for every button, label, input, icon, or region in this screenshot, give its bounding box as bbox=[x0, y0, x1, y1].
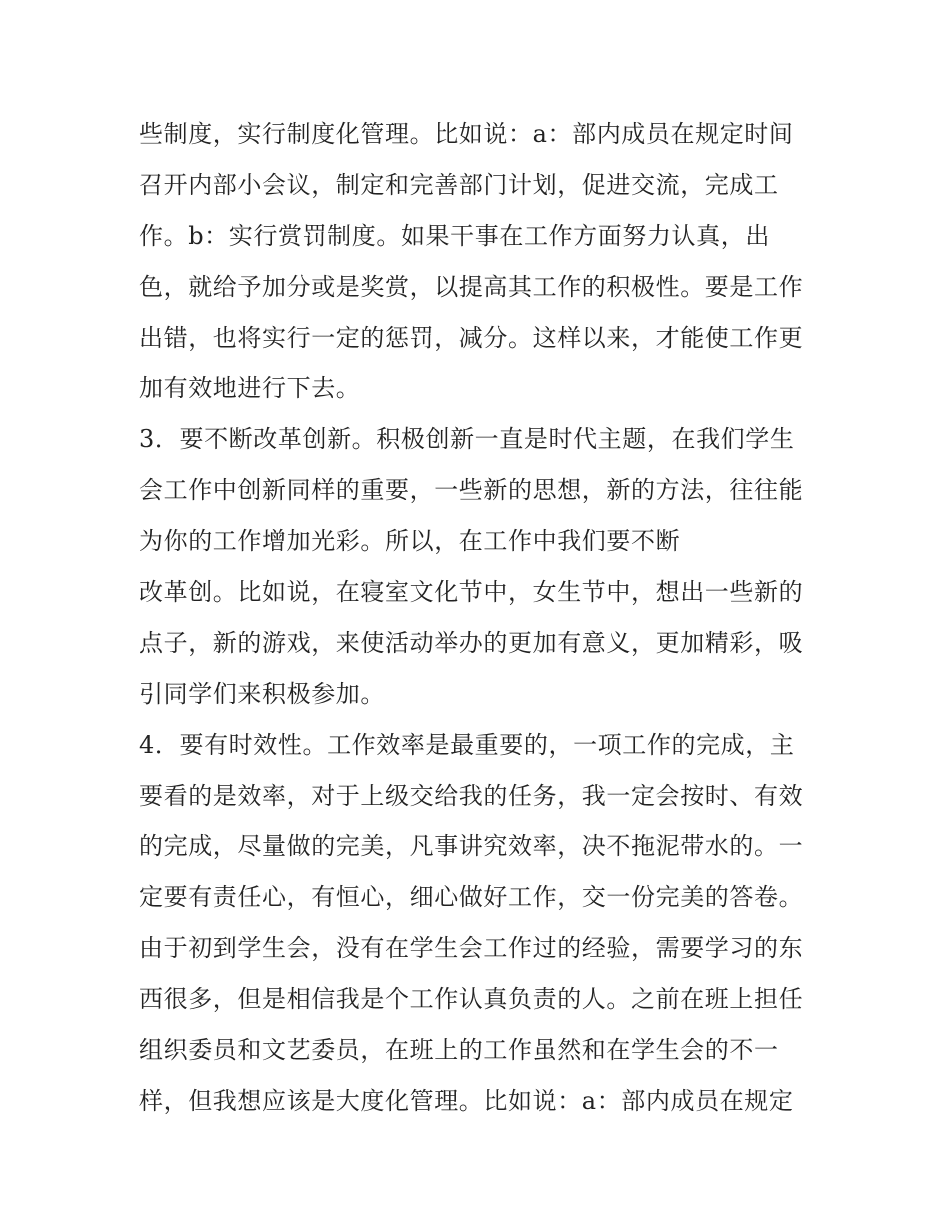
text-line: 召开内部小会议，制定和完善部门计划，促进交流，完成工 bbox=[139, 170, 779, 199]
body-text bbox=[139, 109, 829, 1127]
numbered-item-4-line: 4．要有时效性。工作效率是最重要的，一项工作的完成，主 bbox=[139, 730, 795, 759]
text-line: 会工作中创新同样的重要，一些新的思想，新的方法，往往能 bbox=[139, 476, 804, 505]
text-line: 样，但我想应该是大度化管理。比如说：a：部内成员在规定 bbox=[139, 1086, 794, 1115]
text-line: 出错，也将实行一定的惩罚，减分。这样以来，才能使工作更 bbox=[139, 323, 804, 352]
text-line: 西很多，但是相信我是个工作认真负责的人。之前在班上担任 bbox=[139, 985, 804, 1014]
text-line: 作。b：实行赏罚制度。如果干事在工作方面努力认真，出 bbox=[139, 221, 770, 250]
text-line: 由于初到学生会，没有在学生会工作过的经验，需要学习的东 bbox=[139, 934, 804, 963]
text-line: 点子，新的游戏，来使活动举办的更加有意义，更加精彩，吸 bbox=[139, 628, 804, 657]
numbered-item-3-line: 3．要不断改革创新。积极创新一直是时代主题，在我们学生 bbox=[139, 425, 795, 454]
text-line: 为你的工作增加光彩。所以，在工作中我们要不断 bbox=[139, 527, 681, 556]
text-line: 些制度，实行制度化管理。比如说：a：部内成员在规定时间 bbox=[139, 120, 794, 148]
text-line: 加有效地进行下去。 bbox=[139, 374, 361, 403]
text-line: 要看的是效率，对于上级交给我的任务，我一定会按时、有效 bbox=[139, 781, 804, 810]
text-line: 引同学们来积极参加。 bbox=[139, 679, 385, 708]
text-line: 的完成，尽量做的完美，凡事讲究效率，决不拖泥带水的。一 bbox=[139, 832, 804, 861]
text-line: 组织委员和文艺委员，在班上的工作虽然和在学生会的不一 bbox=[139, 1036, 779, 1065]
text-line: 定要有责任心，有恒心，细心做好工作，交一份完美的答卷。 bbox=[139, 883, 804, 912]
text-line: 色，就给予加分或是奖赏，以提高其工作的积极性。要是工作 bbox=[139, 272, 804, 301]
text-line: 改革创。比如说，在寝室文化节中，女生节中，想出一些新的 bbox=[139, 578, 804, 607]
